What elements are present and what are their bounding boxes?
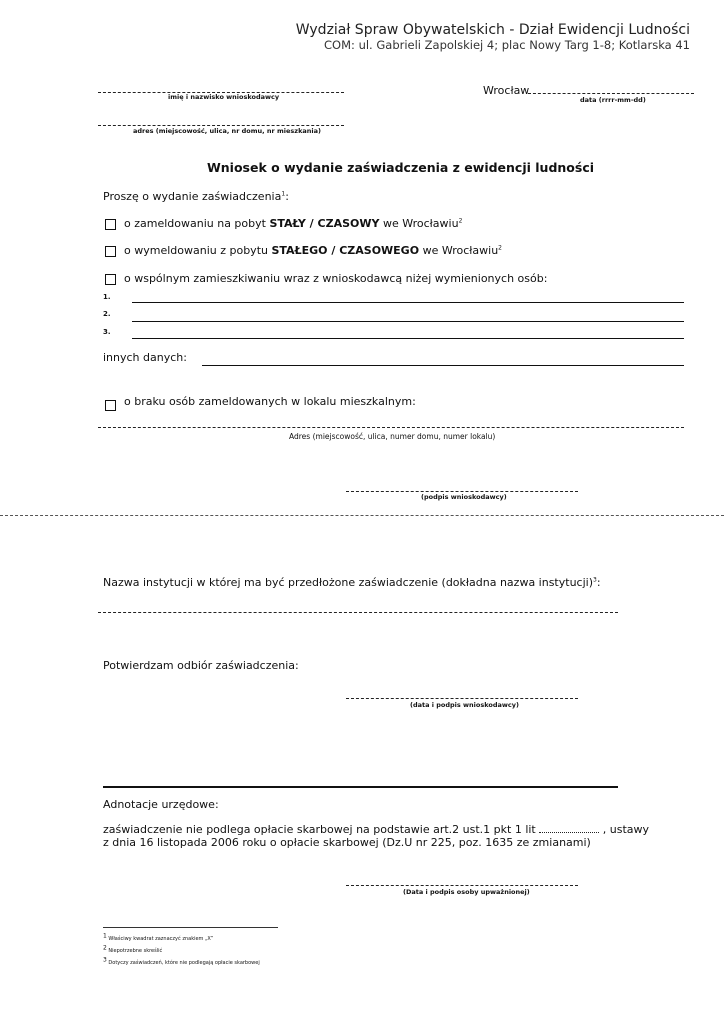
- option-cohabitation-label: o wspólnym zamieszkiwaniu wraz z wnioskodawcą niżej wymienionych osób:: [124, 272, 548, 285]
- option-registration-checkbox[interactable]: [105, 219, 116, 230]
- option-no-residents-checkbox[interactable]: [105, 400, 116, 411]
- official-signature-field[interactable]: [346, 885, 578, 886]
- applicant-address-field[interactable]: [98, 125, 344, 126]
- option-deregistration-label: o wymeldowaniu z pobytu STAŁEGO / CZASOWEGO we Wrocławiu$^2$: [124, 244, 502, 257]
- applicant-address-caption: adres (miejscowość, ulica, nr domu, nr mieszkania): [133, 127, 321, 135]
- applicant-name-caption: imię i nazwisko wnioskodawcy: [168, 93, 280, 101]
- institution-label: Nazwa instytucji w której ma być przedłożone zaświadczenie (dokładna nazwa instytucji)$^3$:: [103, 576, 601, 589]
- premises-address-field[interactable]: [98, 427, 684, 428]
- person-number-2: 2.: [103, 310, 111, 318]
- person-field-2[interactable]: [132, 321, 684, 322]
- person-number-1: 1.: [103, 293, 111, 301]
- option-deregistration-checkbox[interactable]: [105, 246, 116, 257]
- date-caption: data (rrrr-mm-dd): [580, 96, 646, 104]
- applicant-signature-caption: (podpis wnioskodawcy): [421, 493, 507, 501]
- letter-field[interactable]: [539, 824, 599, 833]
- person-field-3[interactable]: [132, 338, 684, 339]
- date-field[interactable]: [528, 93, 694, 94]
- footnote-1: $^1$ Właściwy kwadrat zaznaczyć znakiem „X”: [103, 932, 214, 942]
- applicant-signature-field[interactable]: [346, 491, 578, 492]
- fee-exemption-text: zaświadczenie nie podlega opłacie skarbowej na podstawie art.2 ust.1 pkt 1 lit , ustawy: [103, 823, 650, 836]
- form-title: Wniosek o wydanie zaświadczenia z ewidencji ludności: [207, 160, 595, 175]
- footnote-2: $^2$ Niepotrzebne skreślić: [103, 944, 163, 954]
- person-number-3: 3.: [103, 328, 111, 336]
- footnote-divider: [103, 927, 278, 928]
- receipt-signature-caption: (data i podpis wnioskodawcy): [410, 701, 519, 709]
- option-no-residents-label: o braku osób zameldowanych w lokalu mieszkalnym:: [124, 395, 416, 408]
- official-signature-caption: (Data i podpis osoby upważnionej): [403, 888, 530, 896]
- receipt-label: Potwierdzam odbiór zaświadczenia:: [103, 659, 299, 672]
- premises-address-caption: Adres (miejscowość, ulica, numer domu, numer lokalu): [289, 432, 496, 441]
- option-registration-label: o zameldowaniu na pobyt STAŁY / CZASOWY we Wrocławiu$^2$: [124, 217, 463, 230]
- city-label: Wrocław: [483, 84, 530, 97]
- other-data-field[interactable]: [202, 365, 684, 366]
- option-cohabitation-checkbox[interactable]: [105, 274, 116, 285]
- section-divider: [103, 786, 618, 788]
- office-address: COM: ul. Gabrieli Zapolskiej 4; plac Nowy Targ 1-8; Kotlarska 41: [324, 38, 690, 52]
- office-name: Wydział Spraw Obywatelskich - Dział Ewidencji Ludności: [295, 22, 690, 38]
- cut-line: [0, 515, 724, 516]
- other-data-label: innych danych:: [103, 351, 187, 364]
- fee-act-reference: z dnia 16 listopada 2006 roku o opłacie skarbowej (Dz.U nr 225, poz. 1635 ze zmianami): [103, 836, 591, 849]
- institution-field[interactable]: [98, 612, 618, 613]
- receipt-signature-field[interactable]: [346, 698, 578, 699]
- footnote-3: $^3$ Dotyczy zaświadczeń, które nie podlegają opłacie skarbowej: [103, 956, 260, 966]
- person-field-1[interactable]: [132, 302, 684, 303]
- request-intro: Proszę o wydanie zaświadczenia$^1$:: [103, 190, 289, 203]
- official-annotations-label: Adnotacje urzędowe:: [103, 798, 219, 811]
